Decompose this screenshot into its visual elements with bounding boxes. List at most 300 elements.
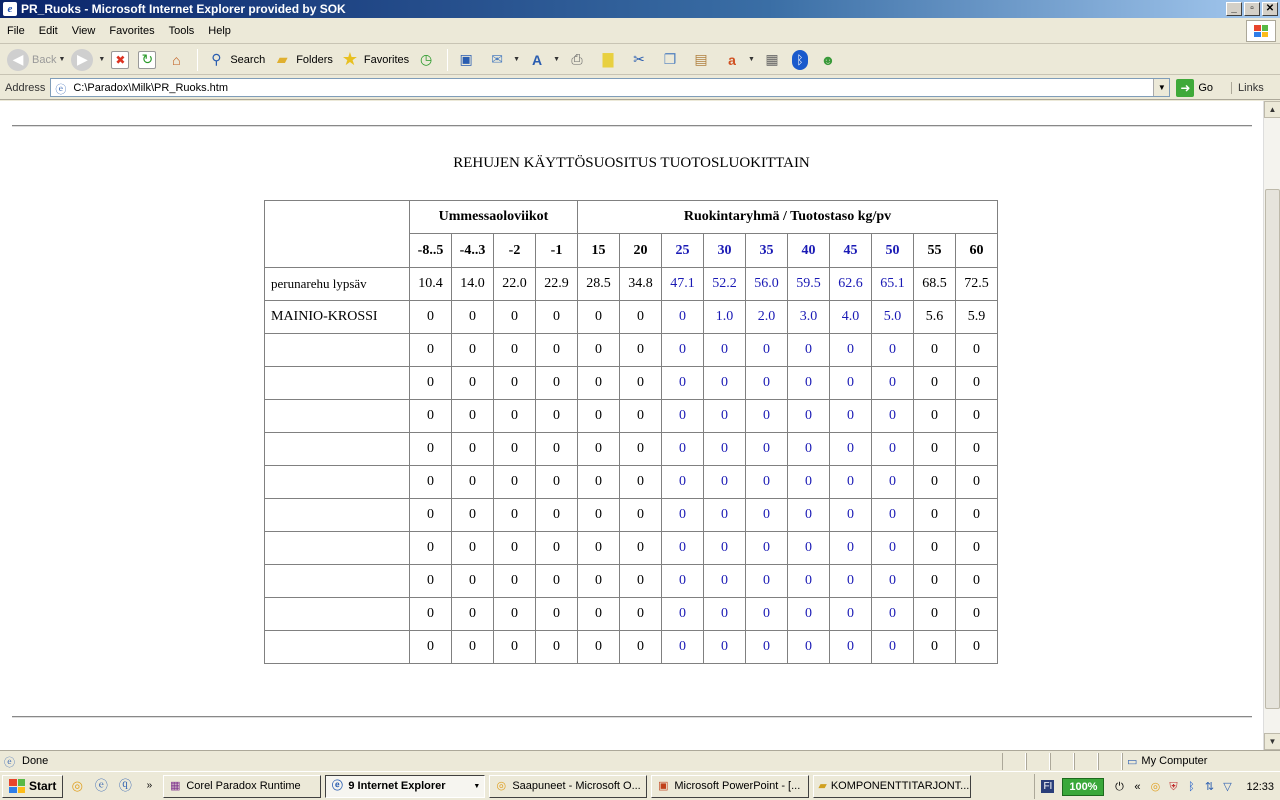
feed-table xyxy=(264,200,998,664)
value-cell: 0 xyxy=(872,499,914,532)
value-cell: 0 xyxy=(788,565,830,598)
value-cell: 0 xyxy=(746,499,788,532)
value-cell: 0 xyxy=(452,367,494,400)
system-tray xyxy=(1034,774,1280,799)
taskbar-button[interactable] xyxy=(813,775,971,798)
value-cell: 0 xyxy=(956,499,998,532)
value-cell: 22.9 xyxy=(536,268,578,301)
bluetooth-icon: ᛒ xyxy=(792,50,808,70)
mail-dropdown-icon[interactable]: ▼ xyxy=(513,56,521,63)
value-cell: 0 xyxy=(536,433,578,466)
window-titlebar xyxy=(0,0,1280,18)
value-cell: 10.4 xyxy=(410,268,452,301)
value-cell: 0 xyxy=(956,532,998,565)
page-done-icon: ⓔ xyxy=(4,757,15,769)
taskbar-button[interactable] xyxy=(325,775,485,798)
status-pane xyxy=(1026,753,1050,770)
links-button[interactable]: Links xyxy=(1231,82,1264,94)
computer-icon: ▭ xyxy=(1127,755,1138,768)
table-row xyxy=(265,400,998,433)
close-button[interactable]: ✕ xyxy=(1262,2,1278,16)
group-header-production: Ruokintaryhmä / Tuotostaso kg/pv xyxy=(578,201,998,234)
clock[interactable]: 12:33 xyxy=(1246,780,1274,793)
status-pane xyxy=(1050,753,1074,770)
table-row xyxy=(265,532,998,565)
feed-name-cell xyxy=(265,466,410,499)
language-indicator[interactable]: FI xyxy=(1043,781,1053,792)
value-cell: 0 xyxy=(662,565,704,598)
value-cell: 0 xyxy=(494,400,536,433)
value-cell: 0 xyxy=(620,334,662,367)
forward-dropdown-icon[interactable]: ▼ xyxy=(98,56,106,63)
column-header: -8..5 xyxy=(410,234,452,268)
value-cell: 0 xyxy=(914,367,956,400)
page-content xyxy=(0,101,1263,750)
feed-name-cell xyxy=(265,532,410,565)
edit-button[interactable] xyxy=(594,47,625,73)
feed-name-cell xyxy=(265,334,410,367)
search-label: Search xyxy=(230,53,266,66)
value-cell: 0 xyxy=(662,400,704,433)
table-row xyxy=(265,598,998,631)
value-cell: 0 xyxy=(704,400,746,433)
taskbar-items xyxy=(159,775,971,798)
volume-tray-icon[interactable]: ▽ xyxy=(1223,780,1232,793)
value-cell: 0 xyxy=(494,466,536,499)
value-cell: 0 xyxy=(788,499,830,532)
value-cell: 0 xyxy=(872,400,914,433)
value-cell: 0 xyxy=(536,367,578,400)
value-cell: 0 xyxy=(536,466,578,499)
value-cell: 0 xyxy=(578,631,620,664)
value-cell: 0 xyxy=(452,499,494,532)
value-cell: 0 xyxy=(410,433,452,466)
value-cell: 0 xyxy=(620,532,662,565)
scroll-down-icon[interactable]: ▼ xyxy=(1264,733,1280,750)
feed-name-cell xyxy=(265,400,410,433)
value-cell: 0 xyxy=(914,631,956,664)
value-cell: 0 xyxy=(662,433,704,466)
messenger-button[interactable] xyxy=(814,47,845,73)
column-header: 45 xyxy=(830,234,872,268)
value-cell: 0 xyxy=(494,598,536,631)
outlook-icon: ◎ xyxy=(496,780,507,792)
value-cell: 0 xyxy=(494,334,536,367)
value-cell: 0 xyxy=(872,466,914,499)
column-header: 60 xyxy=(956,234,998,268)
window-icon: ▣ xyxy=(459,51,473,67)
horizontal-rule xyxy=(12,125,1252,127)
mail-icon: ✉ xyxy=(491,51,503,67)
mail-button[interactable] xyxy=(483,47,523,73)
history-button[interactable] xyxy=(412,47,443,73)
encoding-dropdown-icon[interactable]: ▼ xyxy=(748,56,755,63)
table-row xyxy=(265,433,998,466)
value-cell: 0 xyxy=(746,466,788,499)
maximize-button[interactable]: ▫ xyxy=(1244,2,1260,16)
menu-bar xyxy=(0,18,1280,44)
value-cell: 0 xyxy=(662,367,704,400)
value-cell: 0 xyxy=(578,598,620,631)
value-cell: 14.0 xyxy=(452,268,494,301)
value-cell: 0 xyxy=(704,499,746,532)
fullscreen-button[interactable] xyxy=(452,47,483,73)
value-cell: 0 xyxy=(410,532,452,565)
value-cell: 5.9 xyxy=(956,301,998,334)
value-cell: 0 xyxy=(914,400,956,433)
value-cell: 0 xyxy=(452,631,494,664)
value-cell: 68.5 xyxy=(914,268,956,301)
value-cell: 47.1 xyxy=(662,268,704,301)
star-icon: ★ xyxy=(341,49,358,69)
network-tray-icon[interactable]: ⇅ xyxy=(1204,780,1215,793)
font-dropdown-icon[interactable]: ▼ xyxy=(553,56,561,63)
value-cell: 1.0 xyxy=(704,301,746,334)
value-cell: 0 xyxy=(830,400,872,433)
folder-icon: ▰ xyxy=(818,780,827,792)
horizontal-rule xyxy=(12,716,1252,718)
value-cell: 0 xyxy=(662,466,704,499)
value-cell: 0 xyxy=(494,565,536,598)
value-cell: 0 xyxy=(914,334,956,367)
menu-file[interactable]: File xyxy=(7,24,25,37)
research-button[interactable] xyxy=(758,47,789,73)
value-cell: 0 xyxy=(956,367,998,400)
powerpoint-icon: ▣ xyxy=(658,780,669,792)
value-cell: 0 xyxy=(452,301,494,334)
power-icon[interactable]: ⏻ xyxy=(1115,780,1124,793)
value-cell: 0 xyxy=(410,631,452,664)
group-dropdown-icon[interactable]: ▼ xyxy=(473,782,481,790)
ie-quicklaunch-icon[interactable]: ⓔ xyxy=(94,778,108,793)
quicklaunch-more-icon[interactable]: » xyxy=(146,780,153,791)
value-cell: 0 xyxy=(788,400,830,433)
start-label: Start xyxy=(29,779,57,793)
value-cell: 0 xyxy=(662,598,704,631)
value-cell: 0 xyxy=(410,466,452,499)
column-header: 50 xyxy=(872,234,914,268)
note-icon: ▇ xyxy=(602,51,614,67)
messenger-quicklaunch-icon[interactable]: ⓠ xyxy=(118,778,132,793)
value-cell: 0 xyxy=(956,598,998,631)
copy-button[interactable] xyxy=(656,47,687,73)
value-cell: 0 xyxy=(872,532,914,565)
value-cell: 0 xyxy=(746,400,788,433)
go-button[interactable] xyxy=(1176,79,1213,97)
value-cell: 0 xyxy=(788,466,830,499)
windows-flag-icon xyxy=(9,779,25,793)
value-cell: 0 xyxy=(788,631,830,664)
value-cell: 0 xyxy=(956,433,998,466)
value-cell: 5.0 xyxy=(872,301,914,334)
value-cell: 0 xyxy=(452,334,494,367)
bluetooth-button[interactable] xyxy=(789,47,814,73)
value-cell: 0 xyxy=(662,631,704,664)
table-row xyxy=(265,268,998,301)
value-cell: 0 xyxy=(830,367,872,400)
value-cell: 0 xyxy=(914,499,956,532)
value-cell: 0 xyxy=(452,433,494,466)
ie-icon: ⓔ xyxy=(331,780,343,792)
value-cell: 0 xyxy=(704,631,746,664)
value-cell: 0 xyxy=(452,532,494,565)
address-dropdown-icon[interactable]: ▼ xyxy=(1153,79,1169,96)
value-cell: 0 xyxy=(452,598,494,631)
taskbar-button[interactable] xyxy=(651,775,809,798)
value-cell: 0 xyxy=(746,532,788,565)
feed-name-cell xyxy=(265,598,410,631)
value-cell: 0 xyxy=(704,532,746,565)
stop-button[interactable] xyxy=(108,47,135,73)
value-cell: 0 xyxy=(830,334,872,367)
value-cell: 0 xyxy=(956,400,998,433)
value-cell: 0 xyxy=(788,598,830,631)
value-cell: 0 xyxy=(410,400,452,433)
value-cell: 0 xyxy=(620,499,662,532)
value-cell: 0 xyxy=(830,565,872,598)
value-cell: 0 xyxy=(578,301,620,334)
value-cell: 0 xyxy=(830,532,872,565)
column-header: -1 xyxy=(536,234,578,268)
feed-name-cell xyxy=(265,565,410,598)
paste-icon: ▤ xyxy=(694,51,708,67)
back-arrow-icon: ◀ xyxy=(7,49,29,71)
forward-button[interactable] xyxy=(68,47,108,73)
value-cell: 22.0 xyxy=(494,268,536,301)
menu-edit[interactable]: Edit xyxy=(38,24,58,37)
vertical-scrollbar[interactable] xyxy=(1263,101,1280,750)
column-header: 40 xyxy=(788,234,830,268)
value-cell: 0 xyxy=(620,631,662,664)
taskbar xyxy=(0,771,1280,800)
menu-help[interactable]: Help xyxy=(208,24,231,37)
value-cell: 0 xyxy=(704,598,746,631)
value-cell: 28.5 xyxy=(578,268,620,301)
value-cell: 0 xyxy=(830,499,872,532)
outlook-tray-icon[interactable]: ◎ xyxy=(1150,780,1161,793)
start-button[interactable] xyxy=(2,775,63,798)
status-pane xyxy=(1074,753,1098,770)
value-cell: 0 xyxy=(746,334,788,367)
menu-favorites[interactable]: Favorites xyxy=(109,24,155,37)
value-cell: 0 xyxy=(746,565,788,598)
value-cell: 2.0 xyxy=(746,301,788,334)
taskbar-button-label: Microsoft PowerPoint - [... xyxy=(674,780,801,792)
value-cell: 0 xyxy=(620,598,662,631)
value-cell: 4.0 xyxy=(830,301,872,334)
value-cell: 0 xyxy=(494,631,536,664)
printer-icon: ⎙ xyxy=(571,51,583,67)
status-bar xyxy=(0,750,1280,771)
value-cell: 0 xyxy=(704,367,746,400)
value-cell: 0 xyxy=(536,598,578,631)
value-cell: 0 xyxy=(410,301,452,334)
value-cell: 0 xyxy=(956,466,998,499)
value-cell: 0 xyxy=(704,433,746,466)
taskbar-button[interactable] xyxy=(489,775,647,798)
value-cell: 0 xyxy=(536,400,578,433)
column-header: -2 xyxy=(494,234,536,268)
table-row xyxy=(265,301,998,334)
value-cell: 65.1 xyxy=(872,268,914,301)
print-button[interactable] xyxy=(563,47,594,73)
feed-name-cell xyxy=(265,631,410,664)
menu-view[interactable]: View xyxy=(71,24,96,37)
value-cell: 0 xyxy=(452,466,494,499)
tray-expand-icon[interactable]: « xyxy=(1134,780,1141,793)
value-cell: 0 xyxy=(536,301,578,334)
encoding-button[interactable] xyxy=(718,47,758,73)
value-cell: 0 xyxy=(494,499,536,532)
value-cell: 0 xyxy=(536,532,578,565)
value-cell: 0 xyxy=(872,598,914,631)
value-cell: 0 xyxy=(914,466,956,499)
standard-toolbar xyxy=(0,45,1280,75)
value-cell: 0 xyxy=(620,466,662,499)
value-cell: 62.6 xyxy=(830,268,872,301)
address-input[interactable] xyxy=(50,78,1170,97)
antivirus-tray-icon[interactable]: ⛨ xyxy=(1169,780,1178,793)
scroll-thumb[interactable] xyxy=(1265,189,1280,709)
zoom-indicator[interactable]: 100% xyxy=(1062,778,1104,796)
column-header: -4..3 xyxy=(452,234,494,268)
value-cell: 52.2 xyxy=(704,268,746,301)
menu-tools[interactable]: Tools xyxy=(168,24,195,37)
value-cell: 0 xyxy=(620,400,662,433)
search-button[interactable] xyxy=(202,47,268,73)
table-row xyxy=(265,367,998,400)
column-header: 35 xyxy=(746,234,788,268)
value-cell: 0 xyxy=(872,565,914,598)
value-cell: 0 xyxy=(746,631,788,664)
value-cell: 0 xyxy=(620,565,662,598)
value-cell: 0 xyxy=(956,334,998,367)
value-cell: 0 xyxy=(914,565,956,598)
feed-name-cell xyxy=(265,499,410,532)
value-cell: 0 xyxy=(410,565,452,598)
value-cell: 0 xyxy=(830,598,872,631)
value-cell: 0 xyxy=(872,433,914,466)
font-icon: A xyxy=(532,51,543,68)
table-row xyxy=(265,565,998,598)
value-cell: 0 xyxy=(788,367,830,400)
value-cell: 0 xyxy=(662,334,704,367)
font-button[interactable] xyxy=(523,47,563,73)
group-header-dry-weeks: Ummessaoloviikot xyxy=(410,201,578,234)
feed-name-cell xyxy=(265,367,410,400)
value-cell: 0 xyxy=(746,433,788,466)
go-arrow-icon: ➜ xyxy=(1176,79,1194,97)
value-cell: 0 xyxy=(578,532,620,565)
ie-icon: e xyxy=(3,2,17,16)
value-cell: 0 xyxy=(494,301,536,334)
research-icon: ▦ xyxy=(765,51,779,67)
paste-button[interactable] xyxy=(687,47,718,73)
value-cell: 0 xyxy=(662,499,704,532)
table-row xyxy=(265,334,998,367)
feed-name-cell xyxy=(265,433,410,466)
value-cell: 56.0 xyxy=(746,268,788,301)
bluetooth-tray-icon[interactable]: ᛒ xyxy=(1188,780,1195,793)
value-cell: 0 xyxy=(662,301,704,334)
status-pane xyxy=(1098,753,1122,770)
outlook-quicklaunch-icon[interactable]: ◎ xyxy=(71,778,84,793)
corner-cell xyxy=(265,201,410,268)
value-cell: 0 xyxy=(662,532,704,565)
value-cell: 0 xyxy=(872,367,914,400)
folders-button[interactable] xyxy=(268,47,336,73)
minimize-button[interactable]: _ xyxy=(1226,2,1242,16)
window-title: PR_Ruoks - Microsoft Internet Explorer provided by SOK xyxy=(21,2,346,16)
column-header: 30 xyxy=(704,234,746,268)
paradox-icon: ▦ xyxy=(170,780,181,792)
taskbar-button-label: 9 Internet Explorer xyxy=(348,780,446,792)
favorites-button[interactable] xyxy=(336,47,412,73)
search-icon: ⚲ xyxy=(211,51,222,67)
value-cell: 0 xyxy=(410,334,452,367)
column-header: 15 xyxy=(578,234,620,268)
address-value: C:\Paradox\Milk\PR_Ruoks.htm xyxy=(73,81,229,94)
go-label: Go xyxy=(1198,81,1214,94)
value-cell: 0 xyxy=(704,466,746,499)
value-cell: 0 xyxy=(620,301,662,334)
scissors-icon: ✂ xyxy=(633,51,645,67)
feed-name-cell: MAINIO-KROSSI xyxy=(265,301,410,334)
home-button[interactable] xyxy=(162,47,193,73)
value-cell: 0 xyxy=(872,334,914,367)
value-cell: 0 xyxy=(536,631,578,664)
address-label: Address xyxy=(5,81,46,94)
value-cell: 0 xyxy=(494,367,536,400)
value-cell: 0 xyxy=(788,433,830,466)
value-cell: 0 xyxy=(956,631,998,664)
value-cell: 0 xyxy=(830,433,872,466)
scroll-up-icon[interactable]: ▲ xyxy=(1264,101,1280,118)
table-body xyxy=(265,268,998,664)
windows-logo-icon xyxy=(1246,20,1276,42)
value-cell: 0 xyxy=(746,367,788,400)
value-cell: 0 xyxy=(536,499,578,532)
favorites-label: Favorites xyxy=(363,53,410,66)
value-cell: 0 xyxy=(578,565,620,598)
cut-button[interactable] xyxy=(625,47,656,73)
value-cell: 0 xyxy=(578,334,620,367)
column-header: 25 xyxy=(662,234,704,268)
value-cell: 0 xyxy=(914,532,956,565)
value-cell: 0 xyxy=(956,565,998,598)
refresh-button[interactable] xyxy=(135,47,162,73)
value-cell: 0 xyxy=(620,433,662,466)
value-cell: 0 xyxy=(704,334,746,367)
value-cell: 0 xyxy=(578,433,620,466)
taskbar-button-label: Saapuneet - Microsoft O... xyxy=(512,780,641,792)
encoding-icon: a xyxy=(728,51,736,68)
value-cell: 5.6 xyxy=(914,301,956,334)
forward-arrow-icon: ▶ xyxy=(71,49,93,71)
value-cell: 72.5 xyxy=(956,268,998,301)
value-cell: 0 xyxy=(536,565,578,598)
back-dropdown-icon[interactable]: ▼ xyxy=(58,56,66,63)
value-cell: 0 xyxy=(914,598,956,631)
security-zone xyxy=(1122,753,1272,770)
toolbar-separator xyxy=(447,49,448,71)
page-title: REHUJEN KÄYTTÖSUOSITUS TUOTOSLUOKITTAIN xyxy=(453,155,810,171)
taskbar-button-label: Corel Paradox Runtime xyxy=(186,780,301,792)
back-button[interactable] xyxy=(4,47,68,73)
column-header: 55 xyxy=(914,234,956,268)
status-text: Done xyxy=(22,755,49,767)
taskbar-button[interactable] xyxy=(163,775,321,798)
